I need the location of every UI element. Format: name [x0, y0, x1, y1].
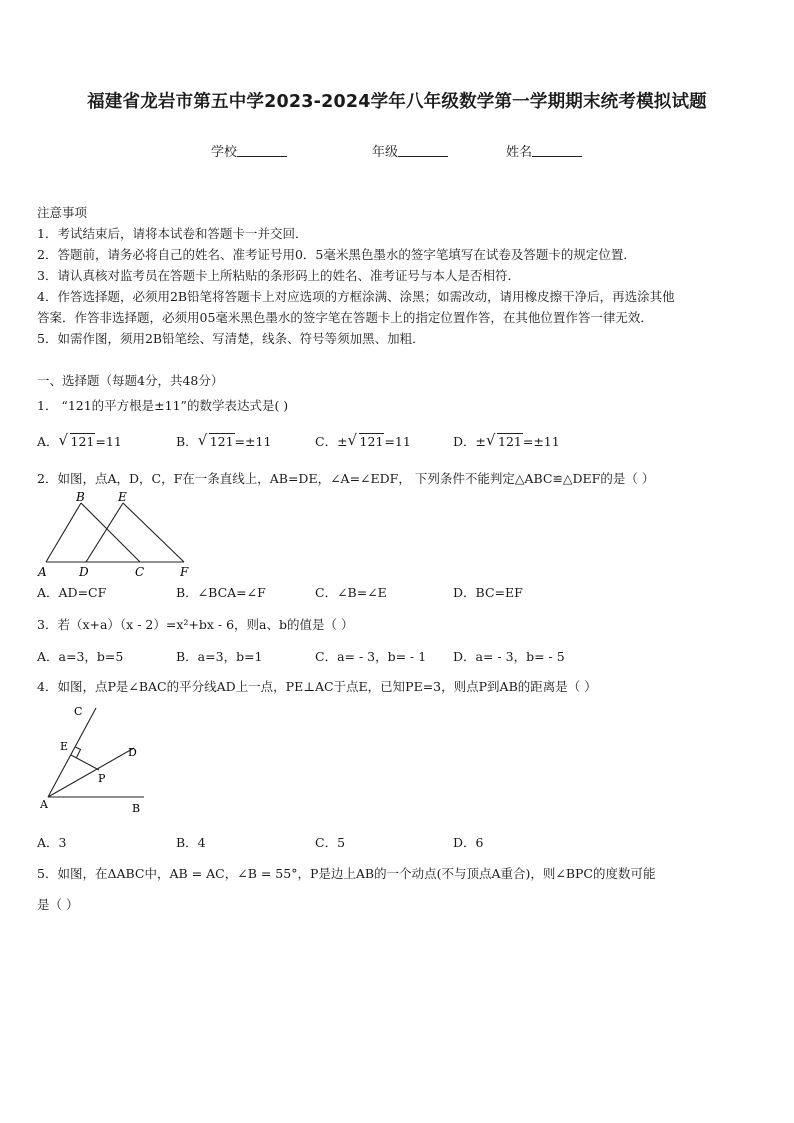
label-b: B: [132, 802, 141, 815]
notice-item: 2．答题前，请务必将自己的姓名、准考证号用0．5毫米黑色墨水的签字笔填写在试卷及答题卡的规定位置．: [37, 247, 636, 262]
q3-option-d[interactable]: D．a= - 3，b= - 5: [453, 649, 565, 664]
q1-option-b[interactable]: B． √ 121=±11: [176, 431, 272, 449]
label-d: D: [128, 746, 137, 759]
q1-option-a[interactable]: A． √ 121=11: [37, 431, 122, 449]
page-title: 福建省龙岩市第五中学2023-2024学年八年级数学第一学期期末统考模拟试题: [87, 92, 707, 112]
school-label: 学校: [211, 145, 238, 160]
q4-figure: [36, 700, 152, 815]
school-blank: [237, 144, 287, 157]
grade-blank: [398, 144, 448, 157]
label-c: C: [74, 705, 83, 718]
grade-field: [372, 141, 448, 160]
q2-option-a[interactable]: A．AD=CF: [37, 585, 107, 600]
name-blank: [532, 144, 582, 157]
q1-option-d[interactable]: D．± √ 121=±11: [453, 431, 560, 449]
notice-heading: 注意事项: [37, 205, 88, 220]
question-1-stem: 1． “121的平方根是±11”的数学表达式是( ): [37, 398, 289, 413]
question-5-stem-cont: 是（ ）: [37, 897, 79, 912]
sqrt-symbol: √ 121: [486, 431, 522, 449]
sqrt-symbol: √ 121: [197, 431, 234, 449]
label-e: E: [118, 490, 127, 504]
label-e: E: [60, 740, 69, 753]
notice-item: 答案．作答非选择题，必须用05毫米黑色墨水的签字笔在答题卡上的指定位置作答，在其他位置作答一律无效．: [37, 310, 653, 325]
notice-item: 3．请认真核对监考员在答题卡上所粘贴的条形码上的姓名、准考证号与本人是否相符．: [37, 268, 520, 283]
question-3-stem: 3．若（x+a）（x - 2）=x²+bx - 6，则a、b的值是（ ）: [37, 617, 354, 632]
label-b: B: [76, 490, 85, 504]
sqrt-symbol: √ 121: [58, 431, 95, 449]
label-p: P: [98, 772, 106, 785]
school-field: [211, 141, 287, 160]
q3-option-c[interactable]: C．a= - 3，b= - 1: [315, 649, 427, 664]
q4-option-a[interactable]: A．3: [37, 835, 67, 850]
q2-option-d[interactable]: D．BC=EF: [453, 585, 523, 600]
label-f: F: [180, 565, 189, 579]
q2-option-b[interactable]: B．∠BCA=∠F: [176, 585, 266, 600]
name-label: 姓名: [506, 145, 533, 160]
sqrt-symbol: √ 121: [347, 431, 384, 449]
question-4-stem: 4．如图，点P是∠BAC的平分线AD上一点，PE⊥AC于点E，已知PE=3，则点P到AB的距离是（ ）: [37, 679, 597, 694]
segment-pe: [71, 755, 99, 770]
q2-figure: [36, 488, 196, 580]
notice-item: 1．考试结束后，请将本试卷和答题卡一并交回．: [37, 226, 308, 241]
q1-option-c[interactable]: C．± √ 121=11: [315, 431, 411, 449]
q4-option-c[interactable]: C．5: [315, 835, 346, 850]
grade-label: 年级: [372, 145, 399, 160]
right-angle-mark: [76, 747, 81, 758]
label-d: D: [79, 565, 89, 579]
notice-item: 5．如需作图，须用2B铅笔绘、写清楚，线条、符号等须加黑、加粗．: [37, 331, 425, 346]
q3-option-a[interactable]: A．a=3，b=5: [37, 649, 124, 664]
question-5-stem: 5．如图，在ΔABC中，AB = AC，∠B = 55°，P是边上AB的一个动点(不与顶点A重合)，则∠BPC的度数可能: [37, 866, 656, 881]
q3-option-b[interactable]: B．a=3，b=1: [176, 649, 263, 664]
label-a: A: [38, 565, 47, 579]
label-c: C: [135, 565, 145, 579]
label-a: A: [40, 798, 48, 811]
q4-option-d[interactable]: D．6: [453, 835, 484, 850]
q4-option-b[interactable]: B．4: [176, 835, 206, 850]
question-2-stem: 2．如图，点A，D，C，F在一条直线上，AB=DE，∠A=∠EDF， 下列条件不能判定△ABC≌△DEF的是（ ）: [37, 471, 655, 486]
name-field: [506, 141, 582, 160]
notice-item: 4．作答选择题，必须用2B铅笔将答题卡上对应选项的方框涂满、涂黑；如需改动，请用橡皮擦干净后，再选涂其他: [37, 289, 675, 304]
q2-option-c[interactable]: C．∠B=∠E: [315, 585, 387, 600]
section-heading: 一、选择题（每题4分，共48分）: [37, 373, 224, 388]
